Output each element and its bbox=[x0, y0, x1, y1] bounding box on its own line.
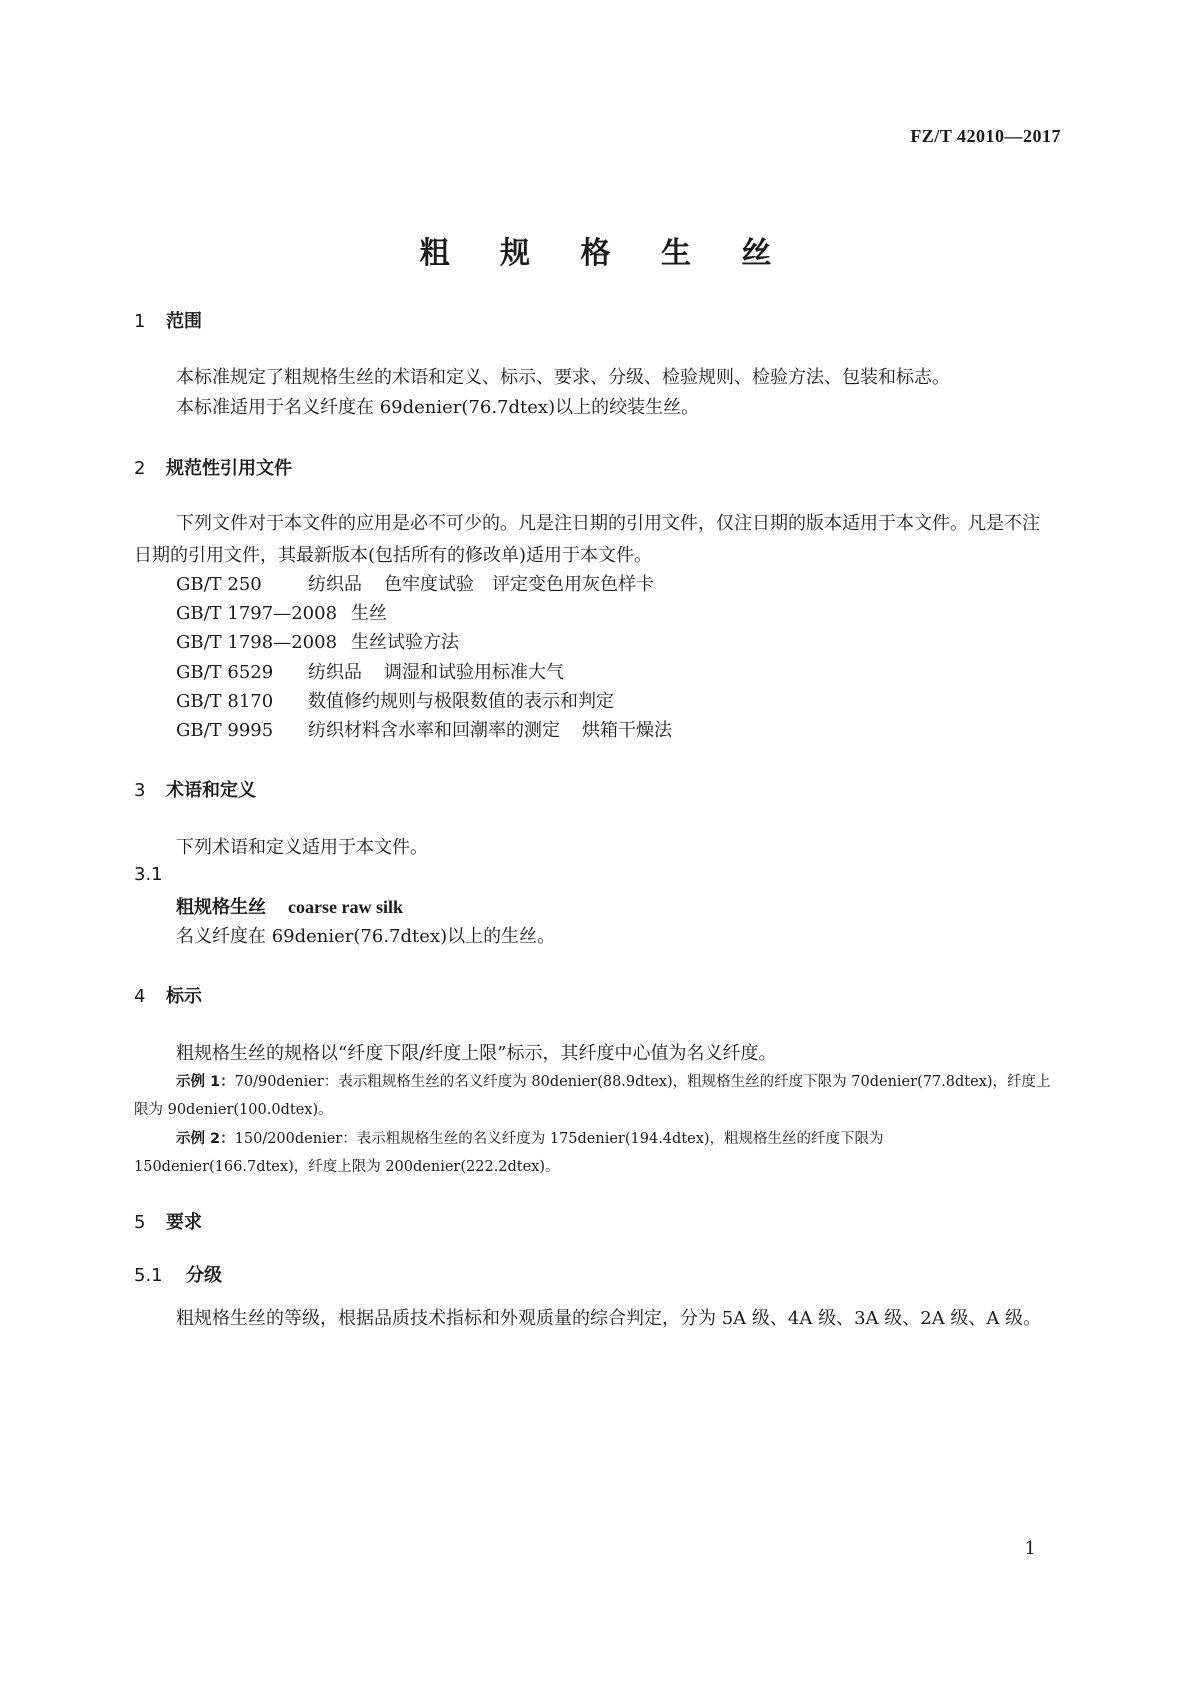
section-number: 1 bbox=[134, 311, 146, 332]
section-1-paragraph-1: 本标准规定了粗规格生丝的术语和定义、标示、要求、分级、检验规则、检验方法、包装和标志。 bbox=[176, 367, 950, 388]
reference-title: 纺织品 bbox=[308, 662, 362, 683]
section-3-intro: 下列术语和定义适用于本文件。 bbox=[176, 837, 428, 858]
section-1-paragraph-2: 本标准适用于名义纤度在 69denier(76.7dtex)以上的绞装生丝。 bbox=[176, 397, 700, 418]
document-title: 粗 规 格 生 丝 bbox=[419, 236, 792, 271]
reference-item bbox=[176, 570, 654, 596]
reference-code: GB/T 8170 bbox=[176, 691, 274, 712]
example-text: 70/90denier：表示粗规格生丝的名义纤度为 80denier(88.9dtex)，粗规格生丝的纤度下限为 70denier(77.8dtex)，纤度上限为 90denier(100.0dtex)。 bbox=[134, 1074, 1051, 1118]
reference-subtitle: 色牢度试验 评定变色用灰色样卡 bbox=[384, 574, 654, 595]
subsection-5-1-heading bbox=[134, 1261, 222, 1287]
section-2-intro: 下列文件对于本文件的应用是必不可少的。凡是注日期的引用文件，仅注日期的版本适用于本文件。凡是不注日期的引用文件，其最新版本(包括所有的修改单)适用于本文件。 bbox=[134, 513, 1040, 566]
section-number: 5 bbox=[134, 1212, 146, 1233]
subsection-title: 分级 bbox=[186, 1265, 222, 1286]
example-1 bbox=[134, 1068, 1057, 1124]
section-title: 术语和定义 bbox=[166, 780, 256, 801]
reference-subtitle: 调湿和试验用标准大气 bbox=[384, 662, 564, 683]
term-definition: 名义纤度在 69denier(76.7dtex)以上的生丝。 bbox=[176, 926, 556, 947]
section-5-heading bbox=[134, 1208, 202, 1234]
reference-code: GB/T 6529 bbox=[176, 662, 274, 683]
example-label: 示例 1： bbox=[176, 1074, 235, 1090]
example-text: 150/200denier：表示粗规格生丝的名义纤度为 175denier(194.4dtex)，粗规格生丝的纤度下限为 150denier(166.7dtex)，纤度上限为 200denier(222.2dtex)。 bbox=[134, 1131, 884, 1175]
reference-code: GB/T 250 bbox=[176, 574, 262, 595]
example-label: 示例 2： bbox=[176, 1131, 235, 1147]
section-title: 范围 bbox=[166, 311, 202, 332]
reference-code: GB/T 1798—2008 bbox=[176, 632, 338, 653]
example-2 bbox=[134, 1125, 1057, 1181]
reference-title: 生丝试验方法 bbox=[351, 632, 460, 653]
reference-title: 生丝 bbox=[351, 603, 388, 624]
reference-subtitle bbox=[614, 691, 636, 712]
section-1-heading bbox=[134, 307, 202, 333]
reference-title: 纺织材料含水率和回潮率的测定 bbox=[308, 720, 560, 741]
page-number: 1 bbox=[1024, 1538, 1036, 1559]
term-entry bbox=[176, 893, 403, 919]
reference-code: GB/T 9995 bbox=[176, 720, 274, 741]
section-number: 4 bbox=[134, 986, 146, 1007]
subsection-5-1-paragraph: 粗规格生丝的等级，根据品质技术指标和外观质量的综合判定，分为 5A 级、4A 级、3A 级、2A 级、A 级。 bbox=[176, 1308, 1042, 1329]
reference-code: GB/T 1797—2008 bbox=[176, 603, 338, 624]
section-4-paragraph: 粗规格生丝的规格以“纤度下限/纤度上限”标示，其纤度中心值为名义纤度。 bbox=[176, 1043, 777, 1064]
section-number: 2 bbox=[134, 458, 146, 479]
document-code: FZ/T 42010—2017 bbox=[910, 126, 1061, 146]
reference-item bbox=[176, 599, 409, 625]
reference-title: 数值修约规则与极限数值的表示和判定 bbox=[308, 691, 614, 712]
section-number: 3 bbox=[134, 780, 146, 801]
term-english: coarse raw silk bbox=[288, 897, 403, 917]
reference-item bbox=[176, 687, 636, 713]
section-title: 规范性引用文件 bbox=[166, 458, 292, 479]
reference-item bbox=[176, 658, 564, 684]
term-number: 3.1 bbox=[134, 864, 163, 885]
reference-item bbox=[176, 716, 672, 742]
section-2-heading bbox=[134, 454, 292, 480]
subsection-number: 5.1 bbox=[134, 1265, 163, 1286]
section-title: 要求 bbox=[166, 1212, 202, 1233]
reference-title: 纺织品 bbox=[308, 574, 362, 595]
reference-item bbox=[176, 628, 481, 654]
reference-subtitle bbox=[459, 632, 481, 653]
section-title: 标示 bbox=[166, 986, 202, 1007]
section-3-heading bbox=[134, 776, 256, 802]
reference-subtitle: 烘箱干燥法 bbox=[582, 720, 672, 741]
section-4-heading bbox=[134, 982, 202, 1008]
reference-subtitle bbox=[387, 603, 409, 624]
term-chinese: 粗规格生丝 bbox=[176, 897, 266, 918]
